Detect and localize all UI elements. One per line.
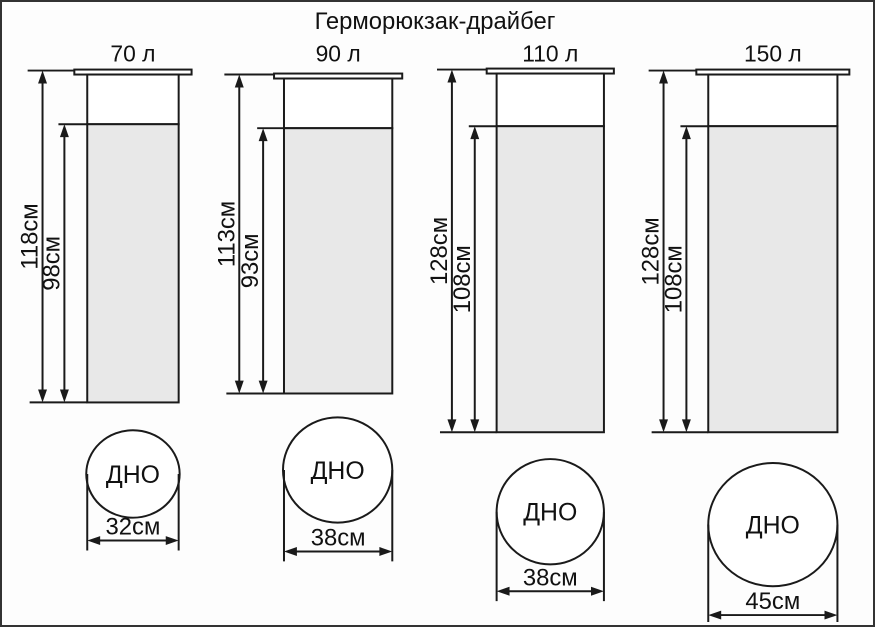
bag-column [17,41,192,551]
bag-rolltop-section [497,74,604,127]
volume-label: 150 л [743,40,802,67]
body-height-label: 108см [660,245,688,314]
bag-rolltop-section [87,75,178,125]
bag-body [284,128,392,393]
diameter-label: 38см [522,564,578,592]
bottom-circle-label: ДНО [745,512,800,540]
arrowhead-left [708,611,721,620]
arrowhead-up [447,70,456,83]
arrowhead-up [682,126,691,139]
arrowhead-down [682,419,691,432]
body-height-label: 98см [38,235,66,291]
arrowhead-up [259,128,268,141]
volume-label: 110 л [522,40,579,67]
arrowhead-right [379,547,392,556]
arrowhead-up [38,71,47,84]
arrowhead-right [591,587,604,596]
bag-column [638,41,850,622]
arrowhead-down [60,390,69,403]
bag-rolltop-section [708,75,837,127]
total-height-label: 118см [16,203,44,270]
arrowhead-left [284,547,297,556]
arrowhead-up [235,75,244,88]
diameter-label: 38см [310,524,366,552]
drybag-dimensions-diagram [2,2,873,625]
bag-body [87,124,178,402]
arrowhead-up [470,126,479,139]
volume-label: 70 л [110,40,156,67]
arrowhead-up [60,124,69,137]
arrowhead-down [38,390,47,403]
diameter-label: 32см [105,513,161,541]
arrowhead-down [235,381,244,394]
diameter-label: 45см [745,588,801,616]
arrowhead-right [825,611,838,620]
volume-label: 90 л [315,40,361,67]
bag-rolltop-section [284,79,392,129]
bag-body [708,126,837,432]
arrowhead-left [87,536,100,545]
arrowhead-right [166,536,179,545]
arrowhead-down [470,419,479,432]
diagram-title: Герморюкзак-драйбег [314,7,556,35]
total-height-label: 128см [637,217,665,286]
arrowhead-left [497,587,510,596]
bag-column [213,41,402,562]
arrowhead-down [659,419,668,432]
total-height-label: 128см [425,216,453,285]
body-height-label: 93см [237,233,265,289]
arrowhead-down [447,419,456,432]
arrowhead-up [659,71,668,84]
bag-column [426,41,614,602]
arrowhead-down [259,381,268,394]
body-height-label: 108см [448,245,476,314]
bottom-circle-label: ДНО [523,499,578,527]
bottom-circle-label: ДНО [105,461,160,489]
bag-columns [17,41,850,622]
bottom-circle-label: ДНО [310,457,365,485]
total-height-label: 113см [213,200,241,268]
bag-body [497,126,604,432]
